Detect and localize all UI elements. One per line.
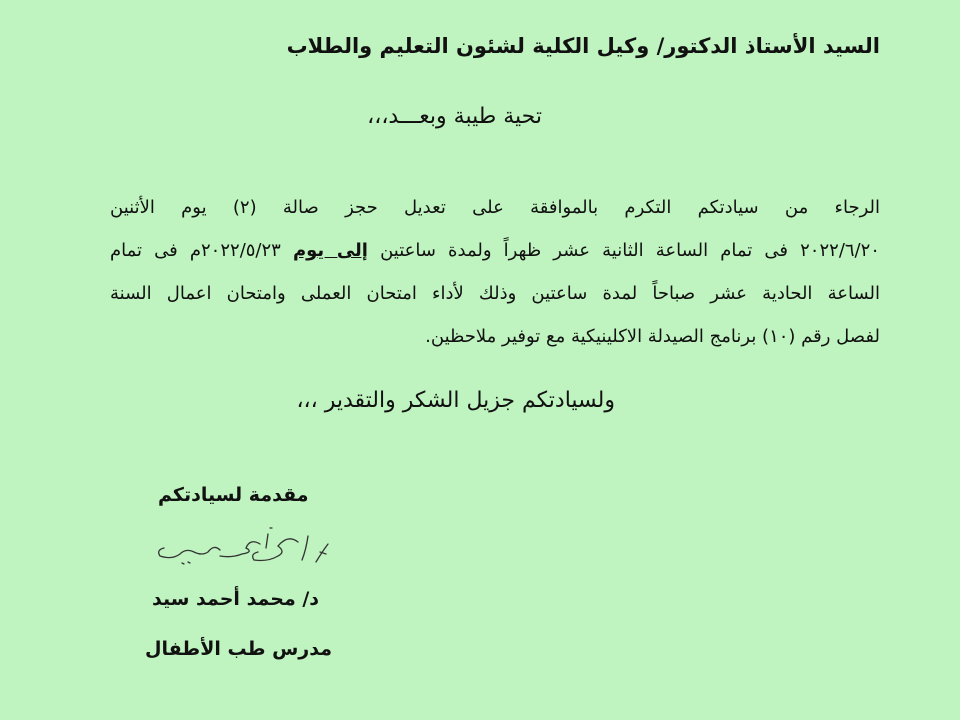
body-line-4: لفصل رقم (١٠) برنامج الصيدلة الاكلينيكية مع توفير ملاحظين. xyxy=(425,326,880,347)
addressee-title: السيد الأستاذ الدكتور/ وكيل الكلية لشئون التعليم والطلاب xyxy=(286,34,880,58)
body-line-2-part-a: ٢٠٢٢/٦/٢٠ فى تمام الساعة الثانية عشر ظهراً ولمدة ساعتين xyxy=(380,240,880,261)
handwritten-signature xyxy=(148,522,338,572)
signer-role: مدرس طب الأطفال xyxy=(145,638,332,660)
body-line-3: الساعة الحادية عشر صباحاً لمدة ساعتين وذلك لأداء امتحان العملى وامتحان اعمال السنة xyxy=(110,283,880,304)
greeting: تحية طيبة وبعـــد،،، xyxy=(367,104,542,129)
signer-name: د/ محمد أحمد سيد xyxy=(152,588,320,610)
presented-by: مقدمة لسيادتكم xyxy=(158,484,309,506)
emphasis-to-day: إلى يوم xyxy=(292,240,368,261)
body-line-2-part-c: ٢٠٢٢/٥/٢٣م فى تمام xyxy=(110,240,281,261)
body-line-1: الرجاء من سيادتكم التكرم بالموافقة على تعديل حجز صالة (٢) يوم الأثنين xyxy=(110,197,881,218)
signature-block xyxy=(140,478,340,678)
closing-line: ولسيادتكم جزيل الشكر والتقدير ،،، xyxy=(296,388,615,413)
body-line-2 xyxy=(110,240,880,261)
